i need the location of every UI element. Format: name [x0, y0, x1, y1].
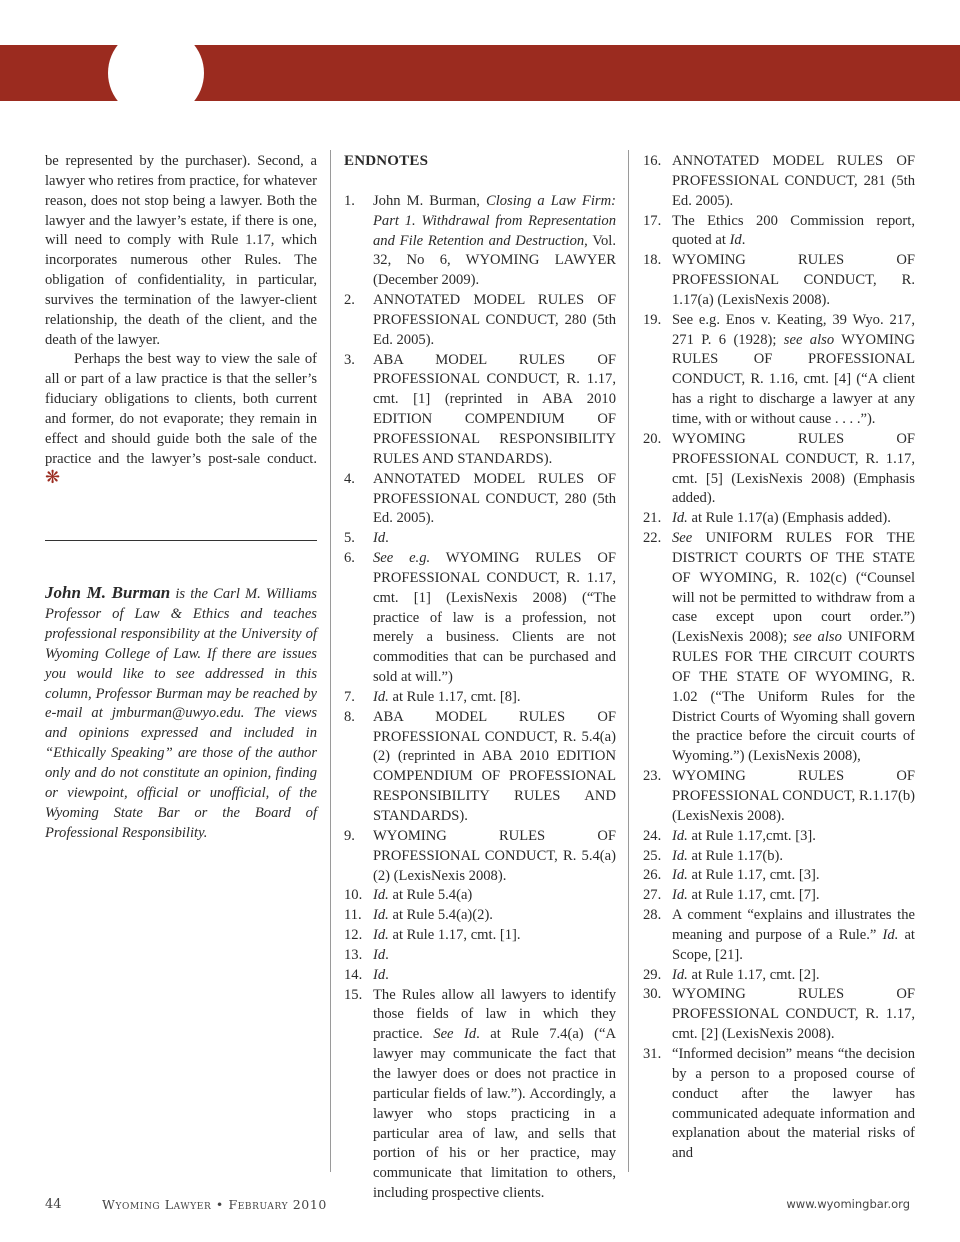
endnote-text: See e.g. Enos v. Keating, 39 Wyo. 217, 271 P. 6 (1928); see also WYOMING RULES OF PROFESSIONAL CONDUCT, R. 1.16, cmt. [4] (“A client has a right to discharge a lawyer at any time, with or without cause . . . .”).: [672, 311, 915, 427]
endnote-item: [344, 926, 616, 946]
endnote-item: [643, 529, 915, 767]
endnote-number: 27.: [643, 887, 662, 904]
endnote-item: [643, 212, 915, 252]
endnote-number: 21.: [643, 510, 662, 527]
endnote-text: WYOMING RULES OF PROFESSIONAL CONDUCT, R.1.17(b) (LexisNexis 2008).: [672, 768, 915, 824]
author-name: John M. Burman: [45, 583, 171, 602]
endnote-number: 7.: [344, 688, 355, 705]
endnote-number: 31.: [643, 1045, 662, 1062]
endnote-number: 20.: [643, 430, 662, 447]
endnote-number: 18.: [643, 252, 662, 269]
endnote-number: 24.: [643, 827, 662, 844]
endnote-number: 9.: [344, 827, 355, 844]
endnote-item: [643, 1045, 915, 1164]
endnote-text: Id. at Rule 1.17(a) (Emphasis added).: [672, 510, 891, 527]
banner-notch: [108, 28, 204, 118]
endnote-item: [643, 430, 915, 509]
endnote-number: 3.: [344, 351, 355, 368]
endnote-number: 25.: [643, 847, 662, 864]
endnote-text: ANNOTATED MODEL RULES OF PROFESSIONAL CONDUCT, 280 (5th Ed. 2005).: [373, 292, 616, 348]
endnote-number: 12.: [344, 927, 363, 944]
endnote-item: [643, 152, 915, 212]
endnote-text: WYOMING RULES OF PROFESSIONAL CONDUCT, R. 1.17, cmt. [5] (LexisNexis 2008) (Emphasis added).: [672, 430, 915, 507]
magazine-issue: Wyoming Lawyer • February 2010: [102, 1197, 327, 1212]
endnote-text: See UNIFORM RULES FOR THE DISTRICT COURTS OF THE STATE OF WYOMING, R. 102(c) (“Counsel will not be permitted to withdraw from a case except upon court order.”) (LexisNexis 2008); see also UNIFORM RULES FOR THE CIRCUIT COURTS OF THE STATE OF WYOMING, R. 1.02 (“The Uniform Rules for the District Courts of Wyoming shall govern the practice before the circuit courts of Wyoming.”) (LexisNexis 2008),: [672, 530, 915, 765]
endnote-item: [643, 251, 915, 311]
endnotes-list-part-1: [344, 192, 616, 1204]
page-number: 44: [45, 1197, 62, 1212]
endnote-text: Id.: [373, 946, 389, 963]
endnote-number: 11.: [344, 907, 362, 924]
endnote-item: [344, 549, 616, 688]
endnotes-list-part-2: [643, 152, 915, 1164]
bio-divider: [45, 540, 317, 541]
endnote-item: [344, 688, 616, 708]
endnote-text: Id. at Rule 1.17(b).: [672, 847, 784, 864]
endnote-number: 17.: [643, 212, 662, 229]
endnote-text: Id.: [373, 530, 389, 547]
endnote-item: [344, 351, 616, 470]
endnote-number: 26.: [643, 867, 662, 884]
endnote-item: [344, 291, 616, 351]
endnote-text: See e.g. WYOMING RULES OF PROFESSIONAL CONDUCT, R. 1.17, cmt. [1] (LexisNexis 2008) (“The practice of law is a profession, not merely a business. Clients are not commodities that can be purchased and sold at will.”): [373, 550, 616, 686]
endnote-item: [643, 985, 915, 1045]
endnote-text: John M. Burman, Closing a Law Firm: Part 1. Withdrawal from Representation and File Retention and Destruction, Vol. 32, No 6, WYOMING LAWYER (December 2009).: [373, 192, 616, 289]
endnote-text: ABA MODEL RULES OF PROFESSIONAL CONDUCT, R. 5.4(a)(2) (reprinted in ABA 2010 EDITION COMPENDIUM OF PROFESSIONAL RESPONSIBILITY RULES AND STANDARDS).: [373, 708, 616, 824]
endnote-text: Id. at Rule 1.17, cmt. [8].: [373, 688, 521, 705]
article-paragraph-1: be represented by the purchaser). Second, a lawyer who retires from practice, for whatever reason, does not stop being a lawyer. Both the lawyer and the lawyer’s estate, if there is one, will need to comply with Rule 1.17, which incorporates numerous other Rules. The obligation of confidentiality, in particular, survives the termination of the lawyer-client relationship, the death of the client, and the death of the lawyer.: [45, 153, 317, 348]
endnote-number: 5.: [344, 530, 355, 547]
endnote-item: [344, 986, 616, 1204]
endnote-number: 1.: [344, 192, 355, 209]
endnote-number: 4.: [344, 470, 355, 487]
endnote-item: [643, 966, 915, 986]
endnote-number: 19.: [643, 311, 662, 328]
author-bio-text: is the Carl M. Williams Professor of Law & Ethics and teaches professional responsibility at the University of Wyoming College of Law. If there are issues you would like to see addressed in this column, Professor Burman may be reached by e-mail at jmburman@uwyo.edu. The views and opinions expressed and included in “Ethically Speaking” are those of the author only and do not constitute an opinion, finding or viewpoint, official or unofficial, of the Wyoming State Bar or the Board of Professional Responsibility.: [45, 586, 317, 841]
endnote-item: [643, 509, 915, 529]
endnote-item: [344, 966, 616, 986]
endnote-number: 6.: [344, 550, 355, 567]
article-column-1: [45, 152, 317, 489]
endnotes-column-2: [643, 152, 915, 1164]
column-divider-1: [330, 150, 331, 1172]
endnote-text: Id. at Rule 5.4(a): [373, 887, 473, 904]
article-paragraph-2: [45, 350, 317, 489]
endnote-item: [344, 470, 616, 530]
endnote-text: WYOMING RULES OF PROFESSIONAL CONDUCT, R. 1.17(a) (LexisNexis 2008).: [672, 252, 915, 308]
endnotes-heading: ENDNOTES: [344, 153, 429, 169]
endnote-item: [643, 866, 915, 886]
column-divider-2: [628, 150, 629, 1172]
endnote-item: [643, 906, 915, 966]
endnote-text: “Informed decision” means “the decision by a person to a proposed course of conduct after the lawyer has communicated adequate information and explanation about the material risks of and: [672, 1045, 915, 1162]
endnote-number: 23.: [643, 768, 662, 785]
endnote-item: [643, 827, 915, 847]
endnote-text: Id. at Rule 1.17, cmt. [3].: [672, 867, 820, 884]
endnote-number: 30.: [643, 986, 662, 1003]
endnote-text: The Ethics 200 Commission report, quoted at Id.: [672, 212, 915, 249]
endnote-item: [643, 886, 915, 906]
endnote-item: [344, 827, 616, 887]
endnote-text: Id. at Rule 5.4(a)(2).: [373, 907, 493, 924]
endnote-item: [344, 192, 616, 291]
endnote-number: 22.: [643, 530, 662, 547]
endnote-item: [643, 311, 915, 430]
article-paragraph-2-text: Perhaps the best way to view the sale of all or part of a law practice is that the seller’s fiduciary obligations to clients, both current and former, do not evaporate; they remain in effect and should guide both the sale of the practice and the lawyer’s post-sale conduct.: [45, 351, 317, 467]
website-link[interactable]: www.wyomingbar.org: [786, 1197, 910, 1211]
endnote-number: 14.: [344, 966, 363, 983]
endnote-text: Id.: [373, 966, 389, 983]
endnote-item: [344, 529, 616, 549]
endnote-text: Id. at Rule 1.17,cmt. [3].: [672, 827, 816, 844]
endnotes-column-1: [344, 152, 616, 1204]
end-of-article-icon: ❋: [45, 466, 61, 488]
endnote-number: 28.: [643, 907, 662, 924]
endnote-text: ANNOTATED MODEL RULES OF PROFESSIONAL CONDUCT, 281 (5th Ed. 2005).: [672, 153, 915, 209]
endnote-text: Id. at Rule 1.17, cmt. [1].: [373, 927, 521, 944]
endnote-text: A comment “explains and illustrates the meaning and purpose of a Rule.” Id. at Scope, [21].: [672, 907, 915, 963]
endnote-item: [344, 708, 616, 827]
endnote-text: ABA MODEL RULES OF PROFESSIONAL CONDUCT, R. 1.17, cmt. [1] (reprinted in ABA 2010 EDITION COMPENDIUM OF PROFESSIONAL RESPONSIBILITY RULES AND STANDARDS).: [373, 351, 616, 467]
endnote-number: 15.: [344, 986, 363, 1003]
endnote-item: [344, 886, 616, 906]
endnote-number: 10.: [344, 887, 363, 904]
endnote-text: ANNOTATED MODEL RULES OF PROFESSIONAL CONDUCT, 280 (5th Ed. 2005).: [373, 470, 616, 527]
author-bio: [45, 583, 317, 844]
endnote-text: Id. at Rule 1.17, cmt. [7].: [672, 887, 820, 904]
endnote-number: 8.: [344, 708, 355, 725]
endnote-item: [344, 906, 616, 926]
endnote-number: 13.: [344, 946, 363, 963]
endnote-text: The Rules allow all lawyers to identify those fields of law in which they practice. See Id. at Rule 7.4(a) (“A lawyer may communicate the fact that the lawyer does or does not practice in particular fields of law.”). Accordingly, a lawyer who stops practicing in a particular area of law, and sells that portion of his or her practice, may communicate that limitation to others, including prospective clients.: [373, 986, 616, 1202]
endnote-item: [344, 946, 616, 966]
endnote-number: 2.: [344, 292, 355, 309]
endnote-number: 16.: [643, 153, 662, 169]
endnote-number: 29.: [643, 966, 662, 983]
endnote-item: [643, 847, 915, 867]
endnote-text: Id. at Rule 1.17, cmt. [2].: [672, 966, 820, 983]
endnote-item: [643, 767, 915, 827]
endnote-text: WYOMING RULES OF PROFESSIONAL CONDUCT, R. 5.4(a)(2) (LexisNexis 2008).: [373, 827, 616, 884]
endnote-text: WYOMING RULES OF PROFESSIONAL CONDUCT, R. 1.17, cmt. [2] (LexisNexis 2008).: [672, 986, 915, 1043]
